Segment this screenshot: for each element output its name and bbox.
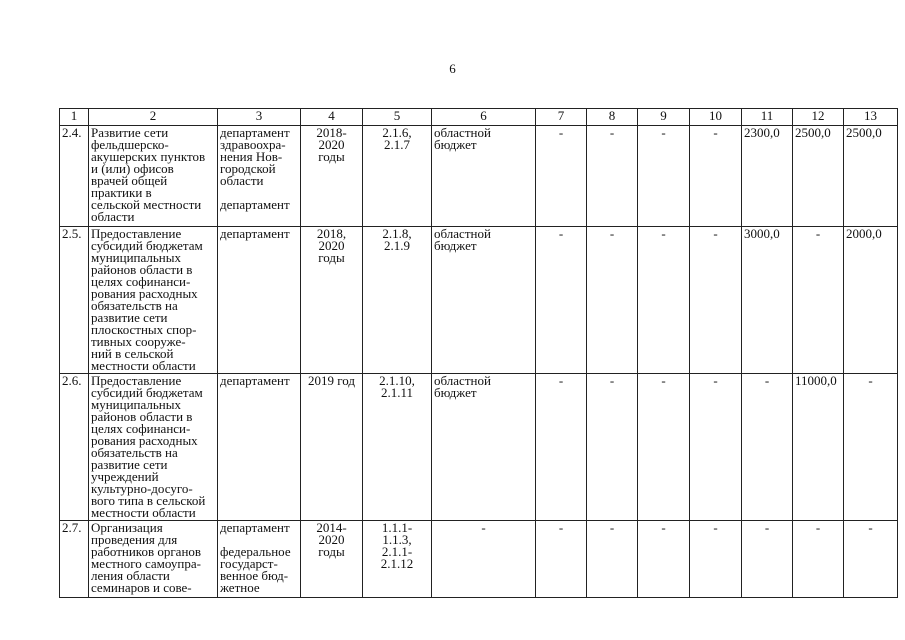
period-line: годы [318,149,345,164]
amount-cell-c9: - [638,227,690,374]
header-cell: 1 [60,109,89,126]
measure-name-line: районов области в [91,262,193,277]
executor-line: нения Нов- [220,149,283,164]
funding-source-line: бюджет [434,137,477,152]
measure-name-line: муниципальных [91,250,182,265]
measure-name-line: ления области [91,568,170,583]
period-line: 2020 [318,137,345,152]
target-code-line: 2.1.8, [382,226,412,241]
measure-name-line: тивных сооруже- [91,334,186,349]
measure-name-line: Организация [91,520,163,535]
target-code-line: 2.1.6, [382,125,412,140]
measure-name-line: местного самоупра- [91,556,201,571]
program-table [59,108,898,598]
amount-cell-c7: - [536,227,587,374]
measure-name-line: рования расходных [91,433,198,448]
period-line: 2014- [316,520,347,535]
target-code-cell [363,374,432,521]
amount-cell-c11: 3000,0 [742,227,793,374]
table-row [60,521,898,598]
measure-name-line: плоскостных спор- [91,322,197,337]
header-cell: 6 [432,109,536,126]
executor-cell [218,521,301,598]
amount-cell-c12: - [793,521,844,598]
table-row [60,227,898,374]
measure-name-line: культурно-досуго- [91,481,193,496]
executor-line: городской [220,161,276,176]
amount-cell-c7: - [536,521,587,598]
table-body [60,126,898,598]
measure-name-line: субсидий бюджетам [91,238,203,253]
header-cell: 13 [844,109,898,126]
amount-cell-c13: 2500,0 [844,126,898,227]
table-row [60,126,898,227]
measure-name-line: области [91,209,135,224]
executor-line: департамент [220,373,290,388]
target-code-line: 2.1.10, [379,373,415,388]
executor-line: области [220,173,264,188]
measure-name-line: целях софинанси- [91,274,191,289]
amount-cell-c12: 2500,0 [793,126,844,227]
executor-line: федеральное [220,544,291,559]
amount-cell-c13: 2000,0 [844,227,898,374]
header-cell: 4 [301,109,363,126]
amount-cell-c11: - [742,521,793,598]
target-code-line: 2.1.12 [380,556,414,571]
funding-source-line: - [481,520,486,535]
amount-cell-c8: - [587,227,638,374]
header-cell: 2 [89,109,218,126]
measure-name-cell [89,227,218,374]
target-code-line: 2.1.1- [381,544,413,559]
measure-name-cell [89,126,218,227]
period-cell [301,521,363,598]
header-cell: 10 [690,109,742,126]
measure-name-line: вого типа в сельской [91,493,206,508]
header-cell: 9 [638,109,690,126]
header-cell: 7 [536,109,587,126]
measure-name-line: обязательств на [91,445,178,460]
measure-name-line: акушерских пунктов [91,149,206,164]
measure-name-line: развитие сети [91,457,168,472]
executor-cell [218,126,301,227]
header-cell: 8 [587,109,638,126]
measure-name-line: врачей общей [91,173,168,188]
period-line: 2020 [318,238,345,253]
measure-name-line: фельдшерско- [91,137,169,152]
header-cell: 12 [793,109,844,126]
executor-line: департамент [220,197,290,212]
row-number-cell: 2.5. [60,227,89,374]
amount-cell-c7: - [536,126,587,227]
amount-cell-c8: - [587,521,638,598]
amount-cell-c9: - [638,374,690,521]
period-cell [301,227,363,374]
period-cell [301,374,363,521]
funding-source-cell [432,374,536,521]
measure-name-line: рования расходных [91,286,198,301]
executor-line: департамент [220,125,290,140]
executor-cell [218,374,301,521]
measure-name-line: местности области [91,358,196,373]
measure-name-line: целях софинанси- [91,421,191,436]
target-code-line: 2.1.9 [384,238,410,253]
executor-line: здравоохра- [220,137,286,152]
measure-name-line: семинаров и сове- [91,580,192,595]
measure-name-line: сельской местности [91,197,202,212]
measure-name-line: проведения для [91,532,178,547]
period-cell [301,126,363,227]
executor-cell [218,227,301,374]
header-cell: 5 [363,109,432,126]
amount-cell-c10: - [690,126,742,227]
row-number-cell: 2.4. [60,126,89,227]
amount-cell-c11: 2300,0 [742,126,793,227]
funding-source-line: областной [434,373,491,388]
target-code-line: 2.1.7 [384,137,410,152]
measure-name-line: Предоставление [91,226,182,241]
period-line: годы [318,250,345,265]
measure-name-line: Предоставление [91,373,182,388]
measure-name-line: субсидий бюджетам [91,385,203,400]
measure-name-line: местности области [91,505,196,520]
amount-cell-c8: - [587,374,638,521]
target-code-cell [363,126,432,227]
funding-source-line: бюджет [434,238,477,253]
executor-line: департамент [220,226,290,241]
executor-line: жетное [220,580,260,595]
measure-name-line: районов области в [91,409,193,424]
measure-name-line: обязательств на [91,298,178,313]
amount-cell-c12: 11000,0 [793,374,844,521]
page-number: 6 [449,61,456,76]
header-row [60,109,898,126]
executor-line: департамент [220,520,290,535]
funding-source-line: областной [434,226,491,241]
measure-name-line: ний в сельской [91,346,174,361]
measure-name-line: развитие сети [91,310,168,325]
funding-source-cell [432,227,536,374]
funding-source-line: областной [434,125,491,140]
amount-cell-c11: - [742,374,793,521]
target-code-line: 1.1.1- [381,520,413,535]
funding-source-line: бюджет [434,385,477,400]
funding-source-cell [432,126,536,227]
measure-name-line: практики в [91,185,152,200]
target-code-line: 1.1.3, [382,532,412,547]
table-row [60,374,898,521]
measure-name-line: и (или) офисов [91,161,174,176]
measure-name-line: Развитие сети [91,125,169,140]
amount-cell-c7: - [536,374,587,521]
executor-line: венное бюд- [220,568,289,583]
amount-cell-c10: - [690,521,742,598]
amount-cell-c13: - [844,521,898,598]
funding-source-cell [432,521,536,598]
period-line: 2019 год [308,373,355,388]
target-code-cell [363,227,432,374]
period-line: 2020 [318,532,345,547]
measure-name-cell [89,374,218,521]
target-code-line: 2.1.11 [380,385,414,400]
amount-cell-c8: - [587,126,638,227]
row-number-cell: 2.7. [60,521,89,598]
amount-cell-c9: - [638,126,690,227]
period-line: годы [318,544,345,559]
row-number-cell: 2.6. [60,374,89,521]
amount-cell-c9: - [638,521,690,598]
measure-name-line: муниципальных [91,397,182,412]
amount-cell-c12: - [793,227,844,374]
measure-name-cell [89,521,218,598]
measure-name-line: работников органов [91,544,202,559]
header-cell: 11 [742,109,793,126]
executor-line: государст- [220,556,278,571]
period-line: 2018, [316,226,347,241]
header-cell: 3 [218,109,301,126]
amount-cell-c10: - [690,227,742,374]
target-code-cell [363,521,432,598]
amount-cell-c10: - [690,374,742,521]
amount-cell-c13: - [844,374,898,521]
period-line: 2018- [316,125,347,140]
measure-name-line: учреждений [91,469,159,484]
